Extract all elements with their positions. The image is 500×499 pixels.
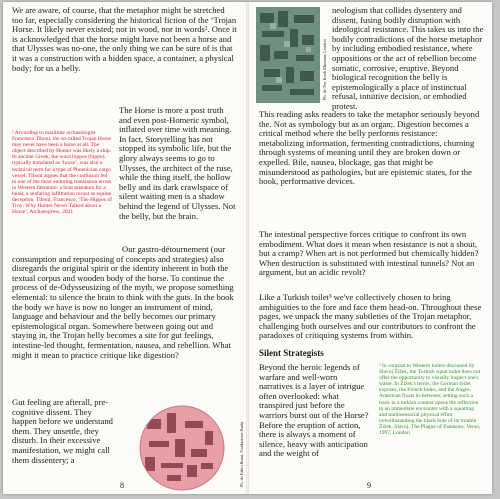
left-page-number: 8	[120, 481, 124, 490]
right-photo-caption: Ph. de The Koob Museum, London	[322, 39, 327, 100]
right-page	[248, 2, 492, 494]
right-paragraph-5: Beyond the heroic legends of warfare and well-worn narratives is a layer of intrigue often overlooked: what transpired just before the warriors burst out of the Horse? Before the eruption of action, there is always a moment of silence, heavy with anticipation and the weight of	[259, 362, 369, 459]
right-paragraph-1: neologism that collides dysentery and dissent, fusing bodily disruption with ideological resistance. This takes us into the bodily contradictions of the horse metaphor by including embodied resistance, where oppositions or the act of rebellion become somatic, corrosive, eruptive. Beyond biological recognition the belly is epistemologically a place of instinctual refusal, intuitive decision, or embodied protest.	[332, 5, 484, 111]
left-paragraph-2: The Horse is more a post truth and even post-Homeric symbol, inflated over time with meaning. In fact, Storytelling has not stopped its symbolic life, but the glory always seems to go to Ulysses, the architect of the ruse, while the thing itself, the hollow belly and its dark crawlspace of silent waiting men is a shadow behind the legend of Ulysses. Not the belly, but the brain.	[119, 105, 236, 221]
right-paragraph-2: This reading asks readers to take the metaphor seriously beyond the. Not as symbology but as an organ;. Digestion becomes a critical method where the belly performs resistance: metabolizing information, fermenting contradictions, churning through systems of meaning until they are broken down or expelled. Bile, nausea, blockage, gas that might be misunderstood as pathologies, but are epistemic states, for the book, performative devices.	[259, 109, 480, 187]
right-paragraph-3: The intestinal perspective forces critique to confront its own embodiment. What does it mean when resistance is not a shout, but a cramp? When art is not performed but chemically hidden? When destruction is substituted with intestinal tunnels? Not an argument, but an acidic revolt?	[259, 229, 479, 278]
left-paragraph-1: We are aware, of course, that the metaphor might be stretched too far, especially considering the historical fiction of the ‘Trojan Horse. It likely never existed; not in wood, nor in words². Once it is acknowledged that the horse might have not been a horse and that Ulysses was no-one, the only thing we can be sure of is that it was a construction with a hidden space, a container, a physical body; for us a belly.	[12, 5, 237, 73]
right-page-number: 9	[367, 481, 371, 490]
left-paragraph-3: Our gastro-détournement (our consumption and repurposing of concepts and strategies) also disregards the original spirit or the identity inherent in both the textual corpus and wooden body of the horse. To continue the process of de-Odysseusizing of the myth, we propose something elemental: to silence the brain to think with the guts. In the book the body we have is now no longer an instrument of mind, language and behaviour and the belly becomes our primary epistemological organ. Somewhere between going out and staying in, the Trojan belly becomes a site for gut feelings, intestine-led thought, fermentation, nausea, and rebellion. What might it mean to practice critique like digestion?	[12, 244, 234, 360]
green-artwork-image	[256, 7, 320, 103]
left-page	[3, 2, 247, 494]
right-footnote: ³ In contrast to Western toilets discussed by Slavoj Žižek, the Turkish squat toilet does not offer the opportunity to visually inspect one's waste. In Žižek's terms, the German toilet exposes, the French hides, and the Anglo-American floats in-between; setting such a book in a turkish context opens the reflection to an immediate encounter with a squatting and multisensorial physical effort notwithstanding the black hole of its trouble. Žižek, Slavoj. The Plague of Fantasies. Verso, 1997, London	[379, 363, 481, 437]
left-paragraph-4: Gut feeling are afterall, pre-cognitive dissent. They happen before we understand them. They unsettle, they disturb. In their excessive manifestation, we might call them dissentery; a	[12, 397, 113, 465]
left-footnote: ² According to maritime archaeologist Francesco Tiboni, the so-called Trojan Horse may never have been a horse at all. The object described by Homer was likely a ship. In ancient Greek, the word hippos (hippo), typically translated as ‘horse’, was also a technical term for a type of Phoenician cargo vessel. Tiboni argues that the confusion led to one of the most enduring translation errors in Western literature: a boat mistaken for a beast, a seafaring infiltration recast as equine deception. Tiboni, Francesco, ‘The Hippos of Troy: Why Homer Never Talked about a Horse’, Archaeopress, 2021	[12, 130, 112, 216]
pink-artwork-image	[127, 401, 237, 491]
right-paragraph-4: Like a Turkish toilet³ we've collectively chosen to bring ambiguities to the fore and face them head-on. Throughout these pages, we unpack the many subtleties of the Trojan metaphor, challenging both ourselves and our contributors to confront the paradoxes of critiquing systems from within.	[259, 292, 482, 341]
left-photo-caption: Ph. de Fabio Rumi, Fondazione Prada	[239, 421, 244, 487]
book-spread	[3, 2, 492, 494]
section-heading: Silent Strategists	[259, 348, 324, 358]
